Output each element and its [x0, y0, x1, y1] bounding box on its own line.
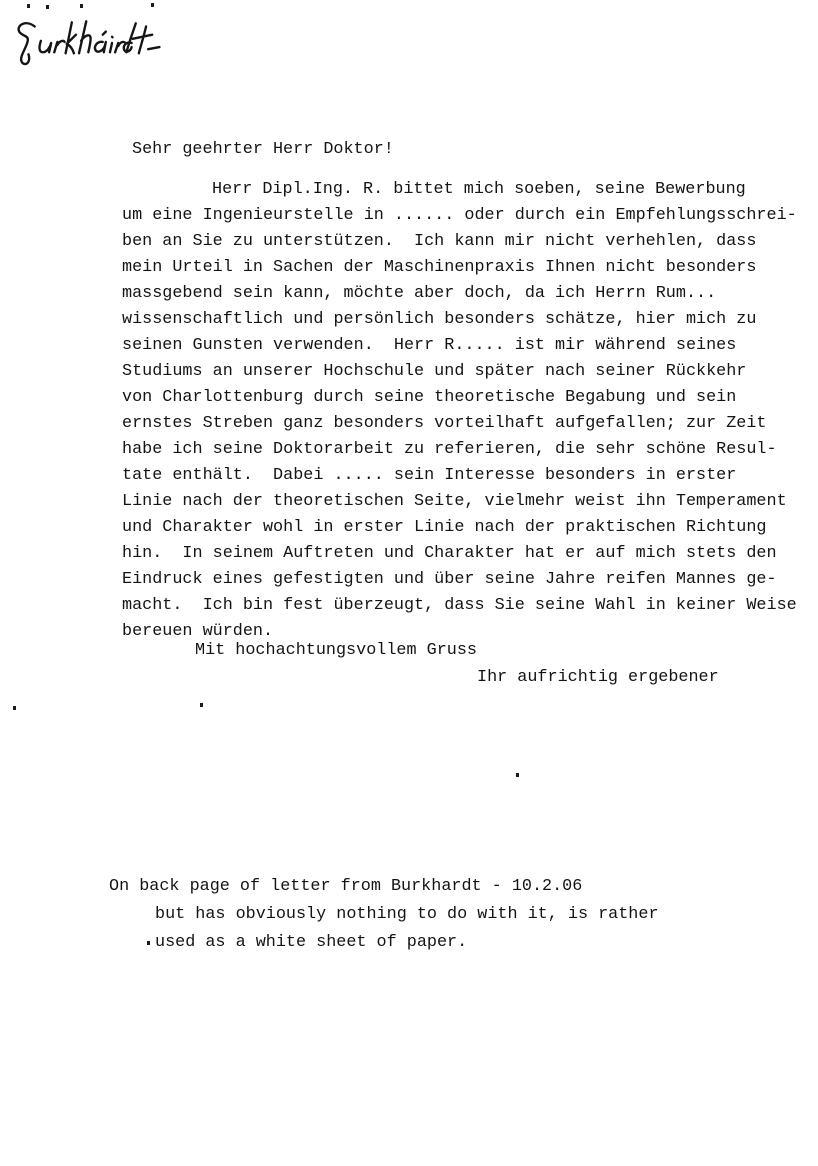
scan-speck: [80, 4, 83, 8]
handwritten-signature-burkhardt: [12, 16, 177, 72]
handwriting-stroke-drawing: [12, 16, 177, 72]
scan-speck: [13, 706, 16, 710]
scan-speck: [516, 773, 519, 777]
letter-body-line: Eindruck eines gefestigten und über seine Jahre reifen Mannes ge-: [122, 570, 777, 589]
letter-body-line: seinen Gunsten verwenden. Herr R..... ist mir während seines: [122, 336, 737, 355]
archivist-note-line: used as a white sheet of paper.: [155, 933, 468, 952]
letter-body-line: und Charakter wohl in erster Linie nach der praktischen Richtung: [122, 518, 767, 537]
letter-body-line: massgebend sein kann, möchte aber doch, da ich Herrn Rum...: [122, 284, 717, 303]
letter-body-line: Studiums an unserer Hochschule und später nach seiner Rückkehr: [122, 362, 747, 381]
scan-speck: [200, 703, 203, 707]
letter-body-line: bereuen würden.: [122, 622, 274, 641]
scan-speck: [151, 3, 154, 7]
letter-salutation: Sehr geehrter Herr Doktor!: [132, 140, 394, 159]
letter-body-line: mein Urteil in Sachen der Maschinenpraxis Ihnen nicht besonders: [122, 258, 757, 277]
letter-body-line: ben an Sie zu unterstützen. Ich kann mir nicht verhehlen, dass: [122, 232, 757, 251]
archivist-note-line: On back page of letter from Burkhardt - 10.2.06: [109, 877, 583, 896]
archivist-note: [109, 873, 659, 957]
letter-body-line: Herr Dipl.Ing. R. bittet mich soeben, seine Bewerbung: [212, 180, 746, 199]
scan-speck: [46, 5, 49, 9]
scan-speck: [27, 4, 30, 8]
letter-signoff: Ihr aufrichtig ergebener: [477, 668, 719, 687]
archivist-note-line: but has obviously nothing to do with it, is rather: [155, 905, 659, 924]
letter-closing: Mit hochachtungsvollem Gruss: [195, 641, 477, 660]
letter-body-line: Linie nach der theoretischen Seite, vielmehr weist ihn Temperament: [122, 492, 787, 511]
letter-body-line: habe ich seine Doktorarbeit zu referieren, die sehr schöne Resul-: [122, 440, 777, 459]
letter-body-line: wissenschaftlich und persönlich besonders schätze, hier mich zu: [122, 310, 757, 329]
letter-body-line: hin. In seinem Auftreten und Charakter hat er auf mich stets den: [122, 544, 777, 563]
letter-body-line: tate enthält. Dabei ..... sein Interesse besonders in erster: [122, 466, 737, 485]
letter-body-line: ernstes Streben ganz besonders vorteilhaft aufgefallen; zur Zeit: [122, 414, 767, 433]
letter-body-line: von Charlottenburg durch seine theoretische Begabung und sein: [122, 388, 737, 407]
letter-body: [122, 177, 797, 645]
letter-body-line: macht. Ich bin fest überzeugt, dass Sie seine Wahl in keiner Weise: [122, 596, 797, 615]
letter-body-line: um eine Ingenieurstelle in ...... oder durch ein Empfehlungsschrei-: [122, 206, 797, 225]
